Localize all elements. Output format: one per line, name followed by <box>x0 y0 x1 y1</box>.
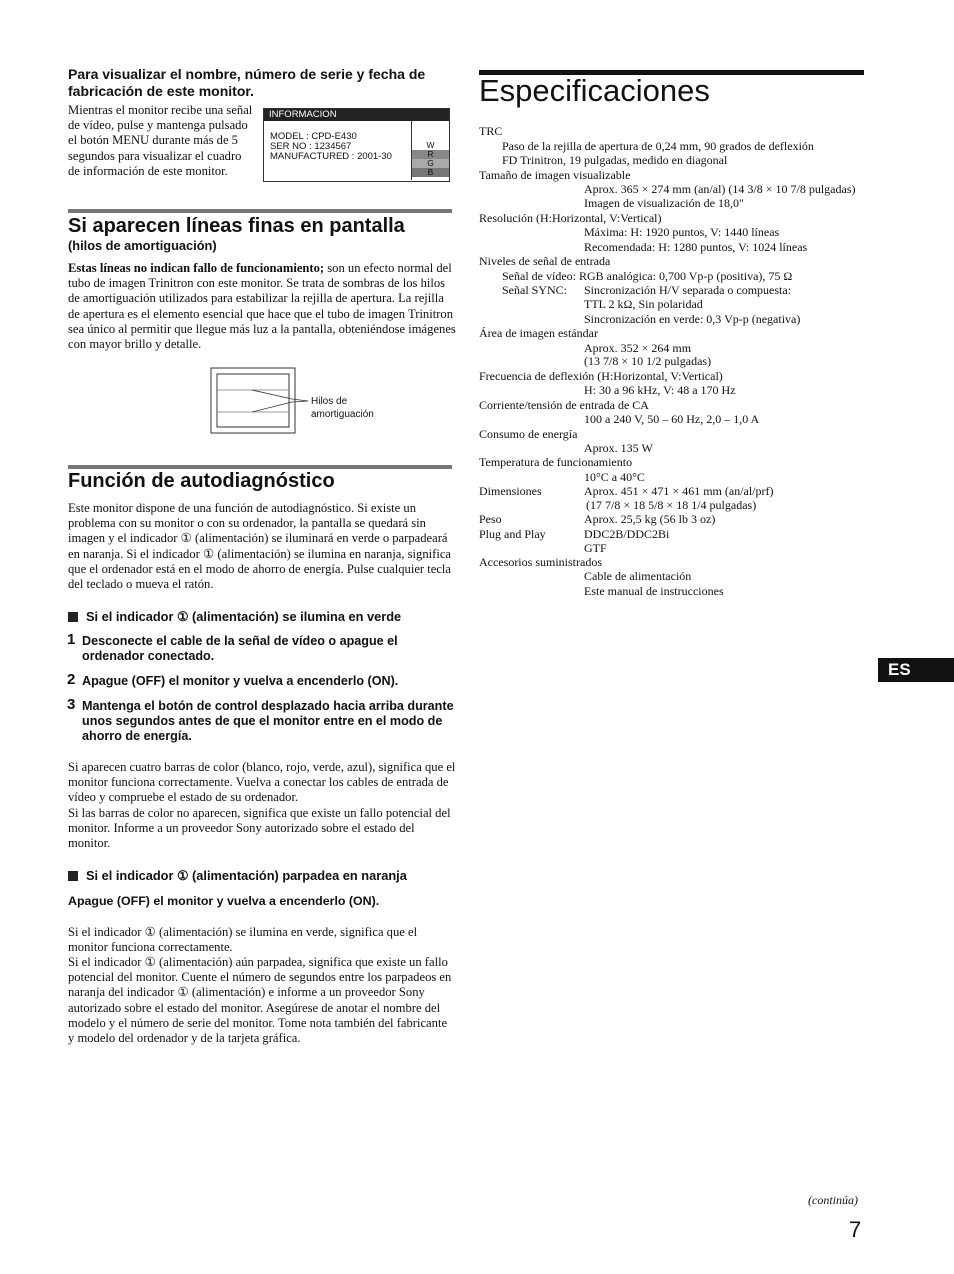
green-heading: Si el indicador ① (alimentación) se ilumina en verde <box>86 609 402 624</box>
spec-line: Imagen de visualización de 18,0" <box>584 196 744 210</box>
spec-line: Temperatura de funcionamiento <box>479 455 633 469</box>
info-heading: Para visualizar el nombre, número de serie y fecha de fabricación de este monitor. <box>68 66 426 99</box>
info-box-title: INFORMACION <box>264 109 449 121</box>
spec-line: Máxima: H: 1920 puntos, V: 1440 líneas <box>584 225 780 239</box>
continues-note: (continúa) <box>808 1193 858 1207</box>
page-number: 7 <box>849 1217 862 1242</box>
spec-line: Cable de alimentación <box>584 569 692 583</box>
step-3-text: Mantenga el botón de control desplazado hacia arriba durante unos segundos antes de que el monitor entre en el modo de ahorro de energía. <box>82 699 454 743</box>
green-result-1: Si aparecen cuatro barras de color (blanco, rojo, verde, azul), significa que el monitor funciona correctamente. Vuelva a conectar los cables de entrada de vídeo y compruebe el estado de su ordenador. <box>68 760 456 805</box>
spec-line: TRC <box>479 124 503 138</box>
spec-line: FD Trinitron, 19 pulgadas, medido en diagonal <box>502 153 728 167</box>
figure-label-line-1: Hilos de <box>311 396 348 407</box>
orange-heading: Si el indicador ① (alimentación) parpadea en naranja <box>86 868 407 883</box>
spec-line: Aprox. 25,5 kg (56 lb 3 oz) <box>584 512 716 526</box>
diag-heading: Función de autodiagnóstico <box>68 470 335 492</box>
spec-line: TTL 2 kΩ, Sin polaridad <box>584 297 703 311</box>
spec-line: Accesorios suministrados <box>479 555 602 569</box>
lines-paragraph <box>68 261 456 352</box>
step-1-number: 1 <box>67 631 76 648</box>
section-rule <box>68 209 452 213</box>
spec-line: 10°C a 40°C <box>584 470 645 484</box>
orange-step: Apague (OFF) el monitor y vuelva a encenderlo (ON). <box>68 894 380 908</box>
spec-line: Sincronización H/V separada o compuesta: <box>584 283 792 297</box>
spec-line: Aprox. 352 × 264 mm <box>584 341 692 355</box>
swatch-blue: B <box>412 168 449 177</box>
orange-result-1: Si el indicador ① (alimentación) se ilumina en verde, significa que el monitor funciona correctamente. <box>68 925 418 955</box>
spec-line: Aprox. 365 × 274 mm (an/al) (14 3/8 × 10 7/8 pulgadas) <box>584 182 856 196</box>
spec-line: Área de imagen estándar <box>479 326 598 340</box>
figure-label <box>311 395 374 421</box>
damper-wire-figure <box>208 366 408 436</box>
spec-line: H: 30 a 96 kHz, V: 48 a 170 Hz <box>584 383 736 397</box>
spec-line: Consumo de energía <box>479 427 578 441</box>
swatch-white: W <box>412 141 449 150</box>
step-1-text: Desconecte el cable de la señal de vídeo o apague el ordenador conectado. <box>82 634 398 663</box>
spec-line: Frecuencia de deflexión (H:Horizontal, V:Vertical) <box>479 369 723 383</box>
info-box-model: MODEL : CPD-E430 <box>270 131 357 142</box>
swatch-red: R <box>412 150 449 159</box>
spec-line: GTF <box>584 541 607 555</box>
information-box <box>263 108 450 182</box>
section-rule <box>68 465 452 469</box>
spec-line: Tamaño de imagen visualizable <box>479 168 631 182</box>
spec-line: Señal de vídeo: RGB analógica: 0,700 Vp-p (positiva), 75 Ω <box>502 269 793 283</box>
figure-label-line-2: amortiguación <box>311 409 374 420</box>
spec-line: Paso de la rejilla de apertura de 0,24 mm, 90 grados de deflexión <box>502 139 814 153</box>
spec-line: DDC2B/DDC2Bi <box>584 527 670 541</box>
spec-line: Recomendada: H: 1280 puntos, V: 1024 líneas <box>584 240 808 254</box>
square-bullet-icon <box>68 871 78 881</box>
info-box-manufactured: MANUFACTURED : 2001-30 <box>270 151 392 162</box>
lines-heading: Si aparecen líneas finas en pantalla <box>68 215 405 237</box>
page-title: Especificaciones <box>479 73 710 108</box>
spec-line: Plug and Play <box>479 527 546 541</box>
step-2-number: 2 <box>67 671 76 688</box>
language-tab: ES <box>878 658 954 682</box>
step-2-text: Apague (OFF) el monitor y vuelva a encenderlo (ON). <box>82 674 399 688</box>
step-3-number: 3 <box>67 696 76 713</box>
spec-line: Señal SYNC: <box>502 283 568 297</box>
orange-result-2: Si el indicador ① (alimentación) aún parpadea, significa que existe un fallo potencial del monitor. Cuente el número de segundos entre los parpadeos en naranja del indicador ① (alimentación) e informe a un proveedor Sony autorizado sobre el estado del monitor. Asegúrese de anotar el nombre del modelo y el número de serie del monitor. Tome nota también del fabricante y modelo del ordenador y de la tarjeta gráfica. <box>68 955 452 1046</box>
spec-line: Aprox. 451 × 471 × 461 mm (an/al/prf) <box>584 484 774 498</box>
color-bar-strip <box>411 121 449 180</box>
info-text: Mientras el monitor recibe una señal de vídeo, pulse y mantenga pulsado el botón MENU durante más de 5 segundos para visualizar el cuadro de información de este monitor. <box>68 103 253 178</box>
square-bullet-icon <box>68 612 78 622</box>
diag-text: Este monitor dispone de una función de autodiagnóstico. Si existe un problema con su monitor o con su ordenador, la pantalla se quedará sin imagen y el indicador ① (alimentación) se iluminará en verde o parpadeará en naranja. Si el indicador ① (alimentación) se ilumina en naranja, significa que el ordenador está en el modo de ahorro de energía. Pulse cualquier tecla del teclado o mueva el ratón. <box>68 501 452 592</box>
swatch-green: G <box>412 159 449 168</box>
spec-line: Sincronización en verde: 0,3 Vp-p (negativa) <box>584 312 801 326</box>
spec-line: Este manual de instrucciones <box>584 584 724 598</box>
spec-line: Resolución (H:Horizontal, V:Vertical) <box>479 211 662 225</box>
spec-line: Aprox. 135 W <box>584 441 653 455</box>
info-box-serial: SER NO : 1234567 <box>270 141 352 152</box>
lines-subheading: (hilos de amortiguación) <box>68 238 217 253</box>
spec-line: (13 7/8 × 10 1/2 pulgadas) <box>584 354 712 368</box>
spec-line: Niveles de señal de entrada <box>479 254 611 268</box>
lines-text: son un efecto normal del tubo de imagen Trinitron con este monitor. Se trata de sombras de los hilos de amortiguación utilizados para estabilizar la rejilla de apertura. La rejilla de apertura es el elemento esencial que hace que el tubo de imagen Trinitron sea único al permitir que llegue más luz a la pantalla, obteniéndose imágenes con mayor brillo y detalle. <box>68 261 456 352</box>
spec-line: 100 a 240 V, 50 – 60 Hz, 2,0 – 1,0 A <box>584 412 760 426</box>
spec-line: Peso <box>479 512 502 526</box>
spec-line: Corriente/tensión de entrada de CA <box>479 398 649 412</box>
spec-line: (17 7/8 × 18 5/8 × 18 1/4 pulgadas) <box>586 498 757 512</box>
green-result-2: Si las barras de color no aparecen, significa que existe un fallo potencial del monitor. Informe a un proveedor Sony autorizado sobre el estado del monitor. <box>68 806 451 851</box>
lines-bold: Estas líneas no indican fallo de funcionamiento; <box>68 261 325 275</box>
spec-line: Dimensiones <box>479 484 542 498</box>
